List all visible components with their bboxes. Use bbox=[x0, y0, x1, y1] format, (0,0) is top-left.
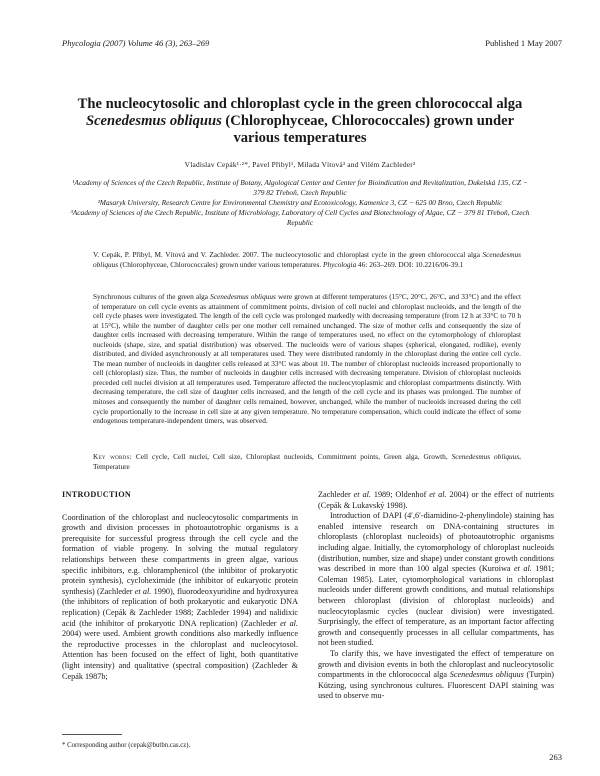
intro-paragraph-1: Coordination of the chloroplast and nucleocytosolic compartments in growth and division processes in photoautotrophic organisms is a prerequisite for successful progress through the cell cycle and the formation of viable progeny. In solving the mutual regulatory relationships between these compartments in green algae, various specific inhibitors, e.g. chloramphenicol (the inhibitor of prokaryotic protein synthesis), cycloheximide (the inhibitor of eukaryotic protein synthesis) (Zachleder et al. 1990), fluorodeoxyuridine and hydroxyurea (the inhibitors of replication of both prokaryotic and eukaryotic DNA replication) (Cepák & Zachleder 1988; Zachleder 1994) and nalidixic acid (the inhibitor of prokaryotic DNA replication) (Zachleder et al. 2004) were used. Ambient growth conditions also markedly influence the reproductive processes in the chloroplast and nucleocytosol. Attention has been focused on the effect of light, both quantitative (light intensity) and qualitative (spectral composition) (Zachleder & Cepák 1987b; bbox=[62, 512, 299, 681]
left-column bbox=[62, 490, 298, 682]
abstract: Synchronous cultures of the green alga Scenedesmus obliquus were grown at different temperatures (15°C, 20°C, 26°C, and 33°C) and the effect of temperature on cell cycle events as attainment of commitment points, division of cell nuclei and chloroplast nucleoids, and the length of the cell cycle phases were investigated. The length of the cell cycle was prolonged markedly with decreasing temperature (from 12 h at 33°C to 70 h at 15°C), while the number of daughter cells per one mother cell remained unchanged. The size of mother cells and consequently the size of daughter cells increased with decreasing temperature. Within the range of temperatures used, no effect on the cytomorphology of chloroplast nucleoids (shape, size, and spatial distribution) was observed. The nucleoids were of various shapes (spherical, elongated, rodlike), evenly distributed, and divided asynchronously at all temperatures used. They were distributed randomly in the chloroplast during the entire cell cycle. The mean number of nucleoids in daughter cells released at 33°C was about 10. The number of chloroplast nucleoids increased proportionally to cell (chloroplast) size. Thus, the number of nucleoids in daughter cells increased with decreasing temperature. Division of chloroplast nucleoids preceded cell nuclei division at all temperatures used. Temperature affected the nucleocytoplasmic and chloroplast compartments distinctly. With decreasing temperature, the cell size of daughter cells increased, and the length of the cell cycle and its phases was prolonged. The number of mitoses and consequently the number of daughter cells remained, however, unchanged, while the number of nucleoids increased during the cell cycle proportionally to the increase in cell size at any given temperature. No temperature compensation, which could indicate the effect of some endogenous temperature-independent timers, was observed. bbox=[93, 292, 521, 426]
affiliation-1: ¹Academy of Sciences of the Czech Republic, Institute of Botany, Algological Center and Center for Bioindication and Revitalization, Dukelská 135, CZ − 379 82 Třeboň, Czech Republic bbox=[72, 178, 528, 197]
intro-paragraph-continued: Zachleder et al. 1989; Oldenhof et al. 2004) or the effect of nutrients (Cepák & Lukavský 1998). bbox=[318, 490, 554, 510]
right-column bbox=[318, 490, 554, 702]
corresponding-author-footnote: * Corresponding author (cepak@butbn.cas.cz). bbox=[62, 742, 191, 749]
intro-paragraph-3: To clarify this, we have investigated the effect of temperature on growth and division events in both the chloroplast and nucleocytosolic compartments in the chlorococcal alga Scenedesmus obliquus (Turpin) Kützing, using synchronous cultures. Fluorescent DAPI staining was used to observe mu- bbox=[318, 648, 554, 701]
section-heading-introduction: INTRODUCTION bbox=[62, 490, 132, 499]
intro-paragraph-2: Introduction of DAPI (4′,6′-diamidino-2-phenylindole) staining has enabled intensive research on DNA-containing structures in chloroplasts (chloroplast nucleoids) of photoautotrophic organisms including algae. Initially, the cytomorphology of chloroplast nucleoids (distribution, number, size and shape) under constant growth conditions was described in more than 100 algal species (Kuroiwa et al. 1981; Coleman 1985). Later, cytomorphological variations in chloroplast nucleoids under different growth conditions, and mutual relationships between chloroplast (division of chloroplast nucleoids) and nucleocytoplasmic cycles (nuclear division) were investigated. Surprisingly, the effect of temperature, as an important factor affecting growth and consequently processes in all cellular compartments, has not been studied. bbox=[318, 511, 555, 648]
footnote-divider bbox=[62, 734, 122, 735]
affiliation-3: ³Academy of Sciences of the Czech Republic, Institute of Microbiology, Laboratory of Cell Cycles and Biotechnology of Algae, CZ − 379 81 Třeboň, Czech Republic bbox=[70, 208, 530, 227]
page-number: 263 bbox=[549, 752, 562, 762]
author-list: Vladislav Cepák¹·²*, Pavel Přibyl¹, Milada Vítová³ and Vilém Zachleder³ bbox=[184, 160, 416, 169]
published-date: Published 1 May 2007 bbox=[485, 38, 562, 48]
citation: V. Cepák, P. Přibyl, M. Vítová and V. Zachleder. 2007. The nucleocytosolic and chloroplast cycle in the green chlorococcal alga Scenedesmus obliquus (Chlorophyceae, Chlorococcales) grown under various temperatures. Phycologia 46: 263–269. DOI: 10.2216/06-39.1 bbox=[93, 250, 521, 269]
affiliations bbox=[66, 178, 534, 228]
journal-header: Phycologia (2007) Volume 46 (3), 263–269 bbox=[62, 38, 210, 48]
keywords: Key words: Cell cycle, Cell nuclei, Cell size, Chloroplast nucleoids, Commitment points, Green alga, Growth, Scenedesmus obliquus, Temperature bbox=[93, 452, 521, 471]
article-title: The nucleocytosolic and chloroplast cycle in the green chlorococcal alga Scenedesmus obliquus (Chlorophyceae, Chlorococcales) grown under various temperatures bbox=[77, 96, 523, 146]
affiliation-2: ²Masaryk University, Research Centre for Environmental Chemistry and Ecotoxicology, Kamenice 3, CZ − 625 00 Brno, Czech Republic bbox=[97, 198, 503, 207]
